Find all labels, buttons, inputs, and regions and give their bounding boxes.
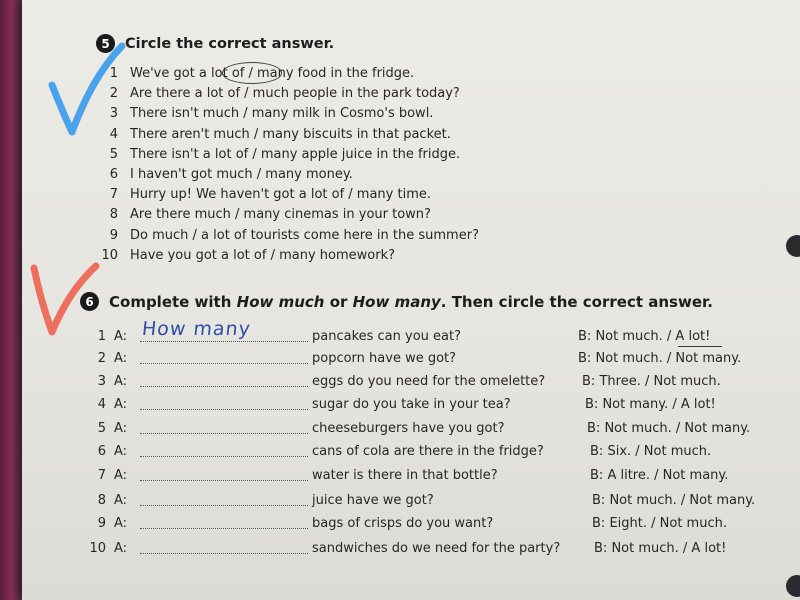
answer-field[interactable]	[140, 553, 308, 554]
table-row: 5 A: cheeseburgers have you got? B: Not much. / Not many.	[97, 421, 751, 436]
table-row: 2 A: popcorn have we got? B: Not much. / Not many.	[97, 351, 742, 366]
list-item: 6 I haven't got much / many money.	[109, 166, 353, 182]
answer-field[interactable]	[140, 409, 308, 410]
exercise-title: Complete with How much or How many. Then circle the correct answer.	[109, 292, 713, 311]
exercise-title: Circle the correct answer.	[125, 35, 335, 52]
list-item: 1 We've got a lot of / many food in the fridge.	[109, 66, 415, 81]
ring-binder-hole-icon	[786, 575, 800, 597]
list-item: 2 Are there a lot of / much people in the park today?	[109, 86, 460, 102]
exercise-5-heading	[96, 34, 334, 53]
table-row: 10 A: sandwiches do we need for the party? B: Not much. / A lot!	[89, 541, 727, 556]
table-row: 9 A: bags of crisps do you want? B: Eight. / Not much.	[97, 516, 727, 531]
answer-field[interactable]	[140, 480, 308, 481]
answer-field[interactable]	[140, 341, 308, 342]
answer-field[interactable]	[140, 433, 308, 434]
table-row: 3 A: eggs do you need for the omelette? B: Three. / Not much.	[97, 374, 721, 389]
answer-field[interactable]	[140, 505, 308, 506]
list-item: 7 Hurry up! We haven't got a lot of / many time.	[109, 187, 431, 203]
exercise-6-heading	[80, 292, 713, 311]
pencil-underline-mark	[678, 346, 722, 347]
answer-field[interactable]	[140, 456, 308, 457]
worksheet-page	[22, 0, 800, 600]
list-item: 8 Are there much / many cinemas in your town?	[109, 207, 431, 223]
table-row: 8 A: juice have we got? B: Not much. / Not many.	[97, 493, 756, 508]
handwritten-answer: How many	[140, 318, 253, 340]
table-row: 7 A: water is there in that bottle? B: A litre. / Not many.	[97, 468, 729, 483]
exercise-5-list	[96, 64, 479, 266]
pencil-circle-mark	[222, 62, 282, 84]
list-item: 9 Do much / a lot of tourists come here in the summer?	[109, 227, 479, 243]
table-row: 6 A: cans of cola are there in the fridge? B: Six. / Not much.	[97, 444, 712, 459]
ring-binder-hole-icon	[786, 235, 800, 257]
answer-field[interactable]	[140, 528, 308, 529]
answer-field[interactable]	[140, 386, 308, 387]
table-row: 4 A: sugar do you take in your tea? B: Not many. / A lot!	[97, 397, 716, 412]
exercise-number-badge: 5	[96, 34, 115, 53]
table-row: 1 A: How many pancakes can you eat? B: Not much. / A lot!	[97, 318, 711, 344]
list-item: 3 There isn't much / many milk in Cosmo's bowl.	[109, 106, 434, 122]
list-item: 5 There isn't a lot of / many apple juice in the fridge.	[109, 146, 461, 162]
list-item: 4 There aren't much / many biscuits in that packet.	[109, 126, 451, 142]
list-item: 10 Have you got a lot of / many homework?	[101, 247, 395, 263]
exercise-number-badge: 6	[80, 292, 99, 311]
answer-field[interactable]	[140, 363, 308, 364]
